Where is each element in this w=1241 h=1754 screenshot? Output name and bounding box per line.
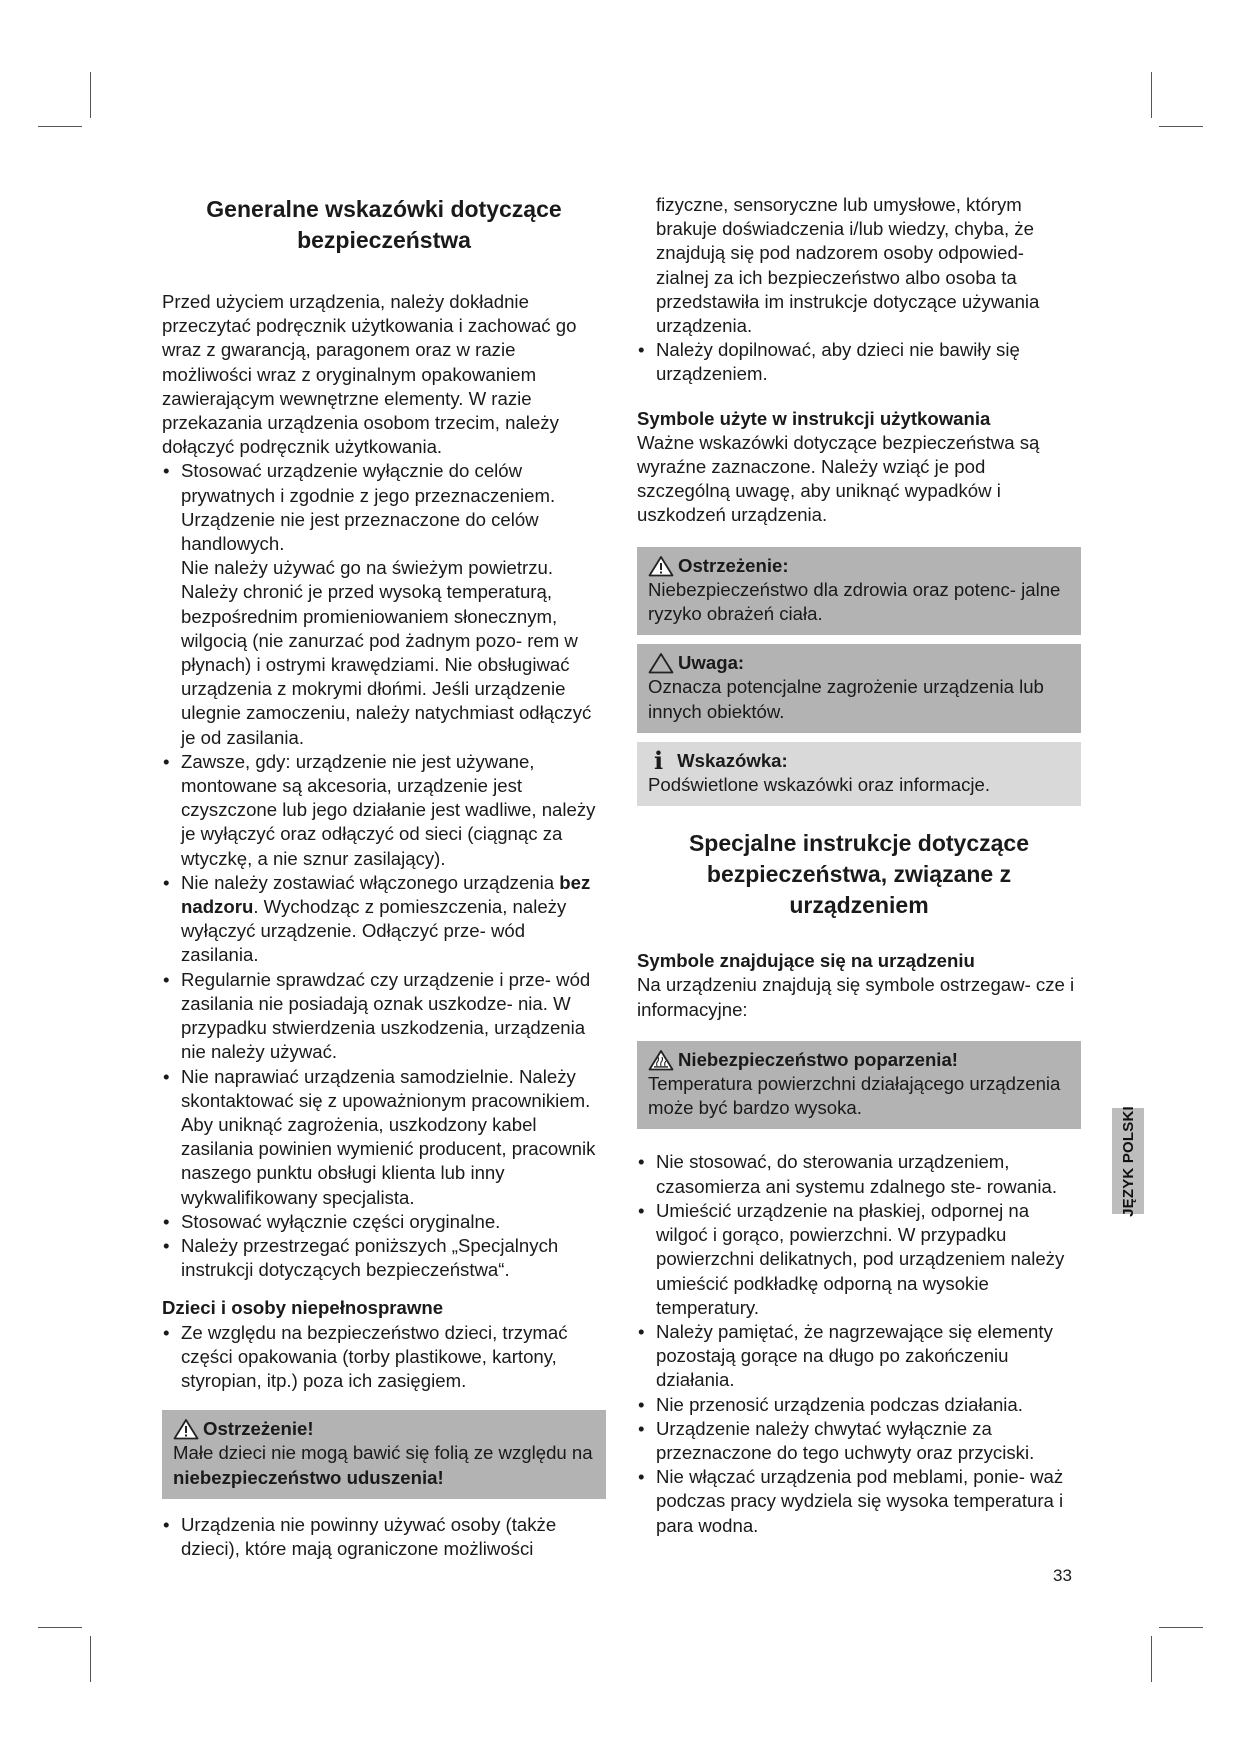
suffocation-warning-box <box>162 1410 606 1499</box>
list-item: • Nie przenosić urządzenia podczas działania. <box>637 1393 1081 1417</box>
list-item <box>162 459 606 749</box>
burn-warning-text: Temperatura powierzchni działającego urządzenia może być bardzo wysoka. <box>648 1073 1061 1119</box>
warning-legend-box <box>637 547 1081 636</box>
list-item: • Zawsze, gdy: urządzenie nie jest używane, montowane są akcesoria, urządzenie jest czyszczone lub jego działanie jest wadliwe, należy je wyłączyć oraz odłączyć od sieci (ciągnąc za wtyczkę, a nie sznur zasilający). <box>162 750 606 871</box>
warning-triangle-icon <box>648 555 674 577</box>
bullet-text: Stosować urządzenie wyłącznie do celów prywatnych i zgodnie z jego przeznaczeniem. Urządzenie nie jest przeznaczone do celów handlowych. <box>181 460 556 555</box>
warning-legend-text: Niebezpieczeństwo dla zdrowia oraz potenc- jalne ryzyko obrażeń ciała. <box>648 578 1061 625</box>
general-safety-list <box>162 459 606 1282</box>
list-item: • Należy dopilnować, aby dzieci nie bawiły się urządzeniem. <box>637 338 1081 386</box>
children-list-continued <box>162 1513 606 1561</box>
crop-mark-bottom-left-vertical <box>90 1636 91 1682</box>
warning-title-text: Ostrzeżenie! <box>203 1418 314 1440</box>
bullet-text-bold: bez nadzoru <box>181 871 591 918</box>
list-item <box>162 871 606 968</box>
burn-warning-title-text: Niebezpieczeństwo poparzenia! <box>678 1048 958 1070</box>
continuation-paragraph: fizyczne, sensoryczne lub umysłowe, którym brakuje doświadczenia i/lub wiedzy, chyba, że znajdują się pod nadzorem osoby odpowied- zialnej za ich bezpieczeństwo albo osoba ta przedstawiła im instrukcje dotyczące używania urządzenia. <box>656 194 1040 337</box>
bullet-text-continued: Nie należy używać go na świeżym powietrzu. Należy chronić je przed wysoką temperaturą, bezpośrednim promieniowaniem słonecznym, wilgocią (nie zanurzać pod żadnym pozo- rem w płynach) i ostrymi krawędziami. Nie obsługiwać urządzenia z mokrymi dłońmi. Jeśli urządzenie ulegnie zamoczeniu, należy natychmiast odłączyć je od zasilania. <box>181 557 592 748</box>
list-item: • Ze względu na bezpieczeństwo dzieci, trzymać części opakowania (torby plastikowe, kartony, styropian, itp.) poza ich zasięgiem. <box>162 1321 606 1394</box>
crop-mark-bottom-right-horizontal <box>1159 1627 1203 1628</box>
special-instructions-list <box>637 1150 1081 1537</box>
device-symbols-heading: Symbole znajdujące się na urządzeniu <box>637 950 975 972</box>
caution-triangle-icon <box>648 652 674 674</box>
special-instructions-heading: Specjalne instrukcje dotyczące bezpieczeństwa, związane z urządzeniem <box>688 830 1030 919</box>
crop-mark-bottom-right-vertical <box>1151 1636 1152 1682</box>
note-legend-title-text: Wskazówka: <box>677 749 788 771</box>
list-item: • Należy przestrzegać poniższych „Specjalnych instrukcji dotyczących bezpieczeństwa“. <box>162 1234 606 1282</box>
info-i-icon: i <box>654 745 664 775</box>
warning-box-title <box>173 1417 594 1441</box>
crop-mark-top-left-vertical <box>90 72 91 118</box>
intro-paragraph: Przed użyciem urządzenia, należy dokładnie przeczytać podręcznik użytkowania i zachować go wraz z gwarancją, paragonem oraz w razie możliwości wraz z oryginalnym opakowaniem zawierającym wewnętrzne elementy. W razie przekazania urządzenia osobom trzecim, należy dołączyć podręcznik użytkowania. <box>162 291 577 458</box>
warning-legend-title <box>648 554 1069 578</box>
list-item: • Umieścić urządzenie na płaskiej, odpornej na wilgoć i gorąco, powierzchni. W przypadku powierzchni delikatnych, pod urządzeniem należy umieścić podkładkę odporną na wysokie temperatury. <box>637 1199 1081 1320</box>
device-symbols-paragraph: Na urządzeniu znajdują się symbole ostrzegaw- cze i informacyjne: <box>637 974 1075 1020</box>
list-item: • Regularnie sprawdzać czy urządzenie i prze- wód zasilania nie posiadają oznak uszkodze- nia. W przypadku stwierdzenia uszkodzenia, urządzenia nie należy używać. <box>162 968 606 1065</box>
warning-triangle-icon <box>173 1418 199 1440</box>
symbols-heading: Symbole użyte w instrukcji użytkowania <box>637 407 991 429</box>
caution-legend-box <box>637 644 1081 733</box>
children-heading: Dzieci i osoby niepełnosprawne <box>162 1297 444 1319</box>
note-legend-text: Podświetlone wskazówki oraz informacje. <box>648 774 991 796</box>
warning-text-bold: niebezpieczeństwo uduszenia! <box>173 1466 444 1488</box>
left-column <box>162 194 606 1561</box>
children-list <box>162 1321 606 1394</box>
crop-mark-bottom-left-horizontal <box>38 1627 82 1628</box>
burn-warning-box <box>637 1041 1081 1130</box>
right-column <box>637 193 1081 1538</box>
crop-mark-top-right-vertical <box>1151 72 1152 118</box>
list-item: • Stosować wyłącznie części oryginalne. <box>162 1210 606 1234</box>
list-item: • Urządzenie należy chwytać wyłącznie za przeznaczone do tego uchwyty oraz przyciski. <box>637 1417 1081 1465</box>
crop-mark-top-left-horizontal <box>38 126 82 127</box>
warning-legend-title-text: Ostrzeżenie: <box>678 554 789 576</box>
symbols-paragraph: Ważne wskazówki dotyczące bezpieczeństwa są wyraźne zaznaczone. Należy wziąć je pod szczególną uwagę, aby uniknąć wypadków i uszkodzeń urządzenia. <box>637 431 1040 526</box>
language-tab <box>1112 1105 1144 1217</box>
list-item: • Nie naprawiać urządzenia samodzielnie. Należy skontaktować się z upoważnionym pracownikiem. Aby uniknąć zagrożenia, uszkodzony kabel zasilania powinien wymienić producent, pracownik naszego punktu obsługi klienta lub inny wykwalifikowany specjalista. <box>162 1065 606 1210</box>
list-item: • Nie włączać urządzenia pod meblami, ponie- waż podczas pracy wydziela się wysoka temperatura i para wodna. <box>637 1465 1081 1538</box>
page-number: 33 <box>1053 1566 1072 1585</box>
list-item: • Nie stosować, do sterowania urządzeniem, czasomierza ani systemu zdalnego ste- rowania. <box>637 1150 1081 1198</box>
list-item: • Urządzenia nie powinny używać osoby (także dzieci), które mają ograniczone możliwości <box>162 1513 606 1561</box>
bullet-text: Nie należy zostawiać włączonego urządzenia <box>181 871 560 893</box>
children-list-end <box>637 338 1081 386</box>
note-legend-title <box>648 745 1069 775</box>
crop-mark-top-right-horizontal <box>1159 126 1203 127</box>
list-item: • Należy pamiętać, że nagrzewające się elementy pozostają gorące na długo po zakończeniu działania. <box>637 1320 1081 1393</box>
caution-legend-title-text: Uwaga: <box>678 652 745 674</box>
warning-text: Małe dzieci nie mogą bawić się folią ze względu na <box>173 1442 593 1464</box>
hot-surface-icon <box>648 1049 674 1071</box>
bullet-text: . Wychodząc z pomieszczenia, należy wyłączyć urządzenie. Odłączyć prze- wód zasilania. <box>181 896 567 966</box>
burn-warning-title <box>648 1048 1069 1072</box>
language-tab-label: JĘZYK POLSKI <box>1119 1105 1137 1217</box>
warning-box-text <box>173 1441 594 1489</box>
general-safety-heading: Generalne wskazówki dotyczące bezpieczeństwa <box>206 196 562 253</box>
note-legend-box <box>637 742 1081 806</box>
caution-legend-title <box>648 651 1069 675</box>
caution-legend-text: Oznacza potencjalne zagrożenie urządzenia lub innych obiektów. <box>648 676 1044 722</box>
